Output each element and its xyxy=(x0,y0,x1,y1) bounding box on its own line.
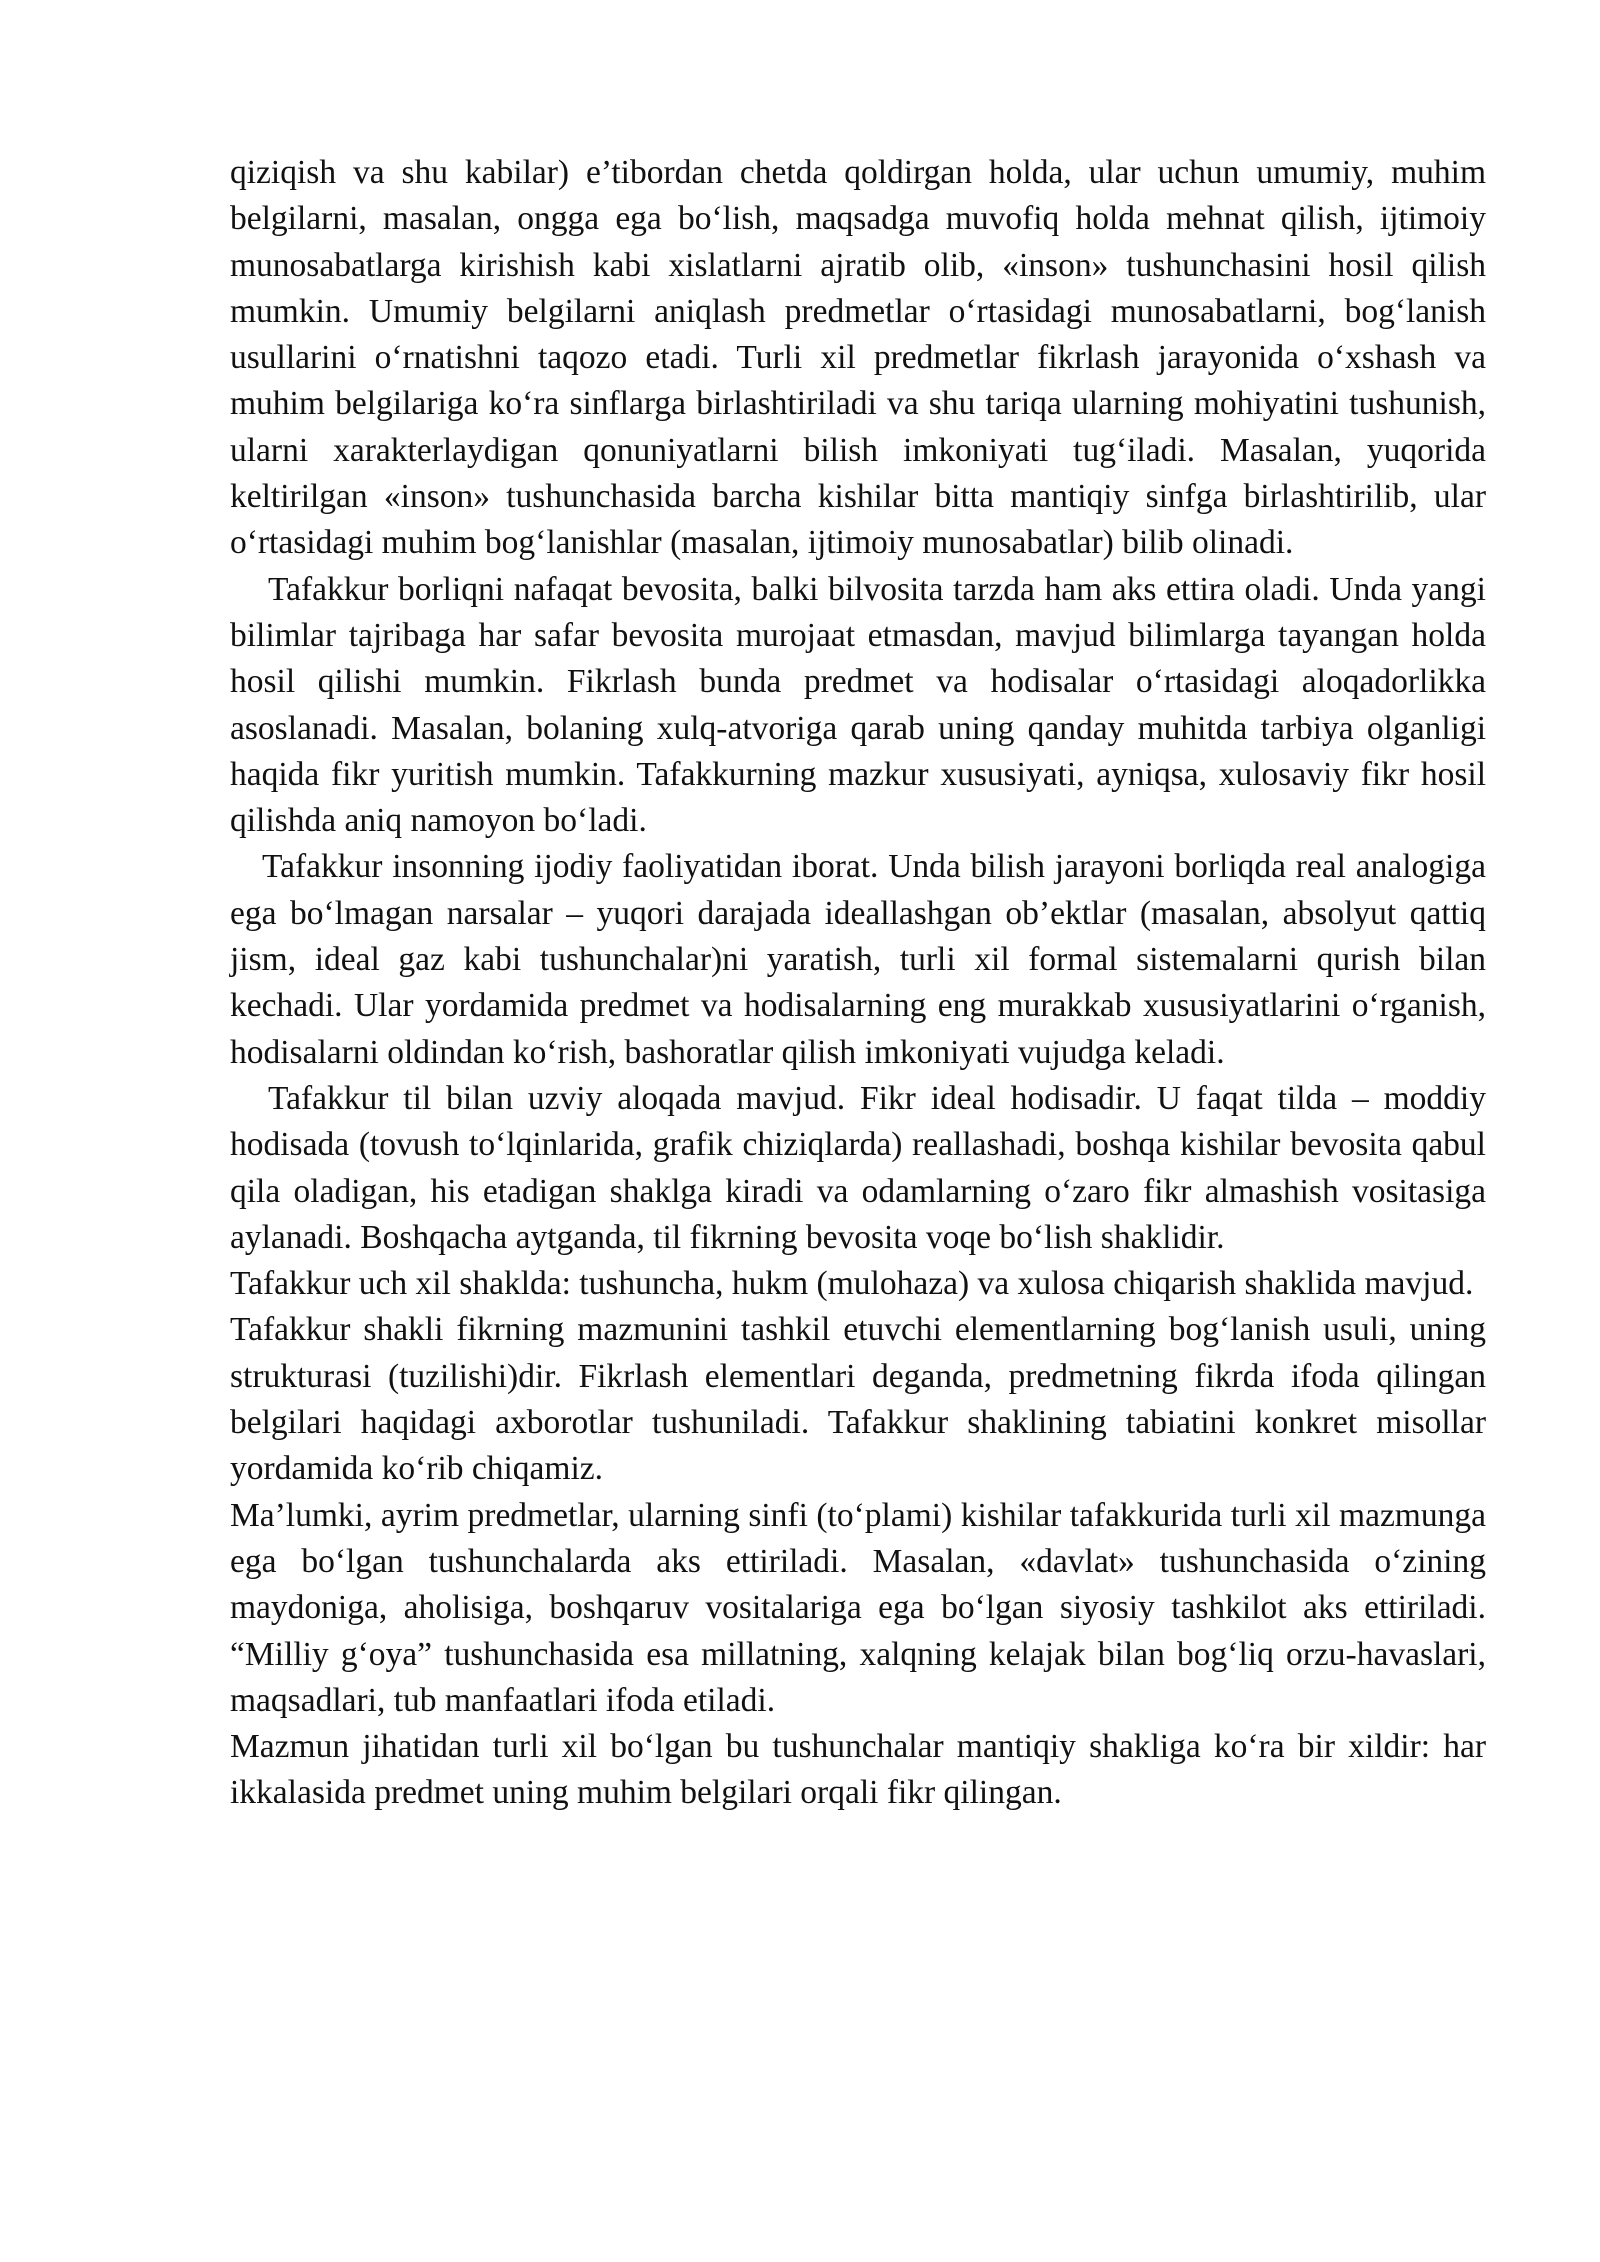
paragraph-8: Mazmun jihatidan turli xil bo‘lgan bu tushunchalar mantiqiy shakliga ko‘ra bir xildir: har ikkalasida predmet uning muhim belgilari orqali fikr qilingan. xyxy=(230,1728,1486,1812)
paragraph-6: Tafakkur shakli fikrning mazmunini tashkil etuvchi elementlarning bog‘lanish usuli, uning strukturasi (tuzilishi)dir. Fikrlash elementlari deganda, predmetning fikrda ifoda qilingan belgilari haqidagi axborotlar tushuniladi. Tafakkur shaklining tabiatini konkret misollar yordamida ko‘rib chiqamiz. xyxy=(230,1311,1486,1488)
paragraph-4: Tafakkur til bilan uzviy aloqada mavjud. Fikr ideal hodisadir. U faqat tilda – moddiy hodisada (tovush to‘lqinlarida, grafik chiziqlarda) reallashadi, boshqa kishilar bevosita qabul qila oladigan, his etadigan shaklga kiradi va odamlarning o‘zaro fikr almashish vositasiga aylanadi. Boshqacha aytganda, til fikrning bevosita voqe bo‘lish shaklidir. xyxy=(230,1079,1486,1256)
paragraph-2: Tafakkur borliqni nafaqat bevosita, balki bilvosita tarzda ham aks ettira oladi. Unda yangi bilimlar tajribaga har safar bevosita murojaat etmasdan, mavjud bilimlarga tayangan holda hosil qilishi mumkin. Fikrlash bunda predmet va hodisalar o‘rtasidagi aloqadorlikka asoslanadi. Masalan, bolaning xulq-atvoriga qarab uning qanday muhitda tarbiya olganligi haqida fikr yuritish mumkin. Tafakkurning mazkur xususiyati, ayniqsa, xulosaviy fikr hosil qilishda aniq namoyon bo‘ladi. xyxy=(230,570,1486,840)
paragraph-5: Tafakkur uch xil shaklda: tushuncha, hukm (mulohaza) va xulosa chiqarish shaklida mavjud. xyxy=(230,1265,1474,1303)
paragraph-3: Tafakkur insonning ijodiy faoliyatidan iborat. Unda bilish jarayoni borliqda real analogiga ega bo‘lmagan narsalar – yuqori darajada ideallashgan ob’ektlar (masalan, absolyut qattiq jism, ideal gaz kabi tushunchalar)ni yaratish, turli xil formal sistemalarni qurish bilan kechadi. Ular yordamida predmet va hodisalarning eng murakkab xususiyatlarini o‘rganish, hodisalarni oldindan ko‘rish, bashoratlar qilish imkoniyati vujudga keladi. xyxy=(230,848,1486,1071)
document-page xyxy=(230,150,1486,1817)
paragraph-7: Ma’lumki, ayrim predmetlar, ularning sinfi (to‘plami) kishilar tafakkurida turli xil mazmunga ega bo‘lgan tushunchalarda aks ettiriladi. Masalan, «davlat» tushunchasida o‘zining maydoniga, aholisiga, boshqaruv vositalariga ega bo‘lgan siyosiy tashkilot aks ettiriladi. “Milliy g‘oya” tushunchasida esa millatning, xalqning kelajak bilan bog‘liq orzu-havaslari, maqsadlari, tub manfaatlari ifoda etiladi. xyxy=(230,1496,1486,1719)
paragraph-1: qiziqish va shu kabilar) e’tibordan chetda qoldirgan holda, ular uchun umumiy, muhim belgilarni, masalan, ongga ega bo‘lish, maqsadga muvofiq holda mehnat qilish, ijtimoiy munosabatlarga kirishish kabi xislatlarni ajratib olib, «inson» tushunchasini hosil qilish mumkin. Umumiy belgilarni aniqlash predmetlar o‘rtasidagi munosabatlarni, bog‘lanish usullarini o‘rnatishni taqozo etadi. Turli xil predmetlar fikrlash jarayonida o‘xshash va muhim belgilariga ko‘ra sinflarga birlashtiriladi va shu tariqa ularning mohiyatini tushunish, ularni xarakterlaydigan qonuniyatlarni bilish imkoniyati tug‘iladi. Masalan, yuqorida keltirilgan «inson» tushunchasida barcha kishilar bitta mantiqiy sinfga birlashtirilib, ular o‘rtasidagi muhim bog‘lanishlar (masalan, ijtimoiy munosabatlar) bilib olinadi. xyxy=(230,154,1486,562)
